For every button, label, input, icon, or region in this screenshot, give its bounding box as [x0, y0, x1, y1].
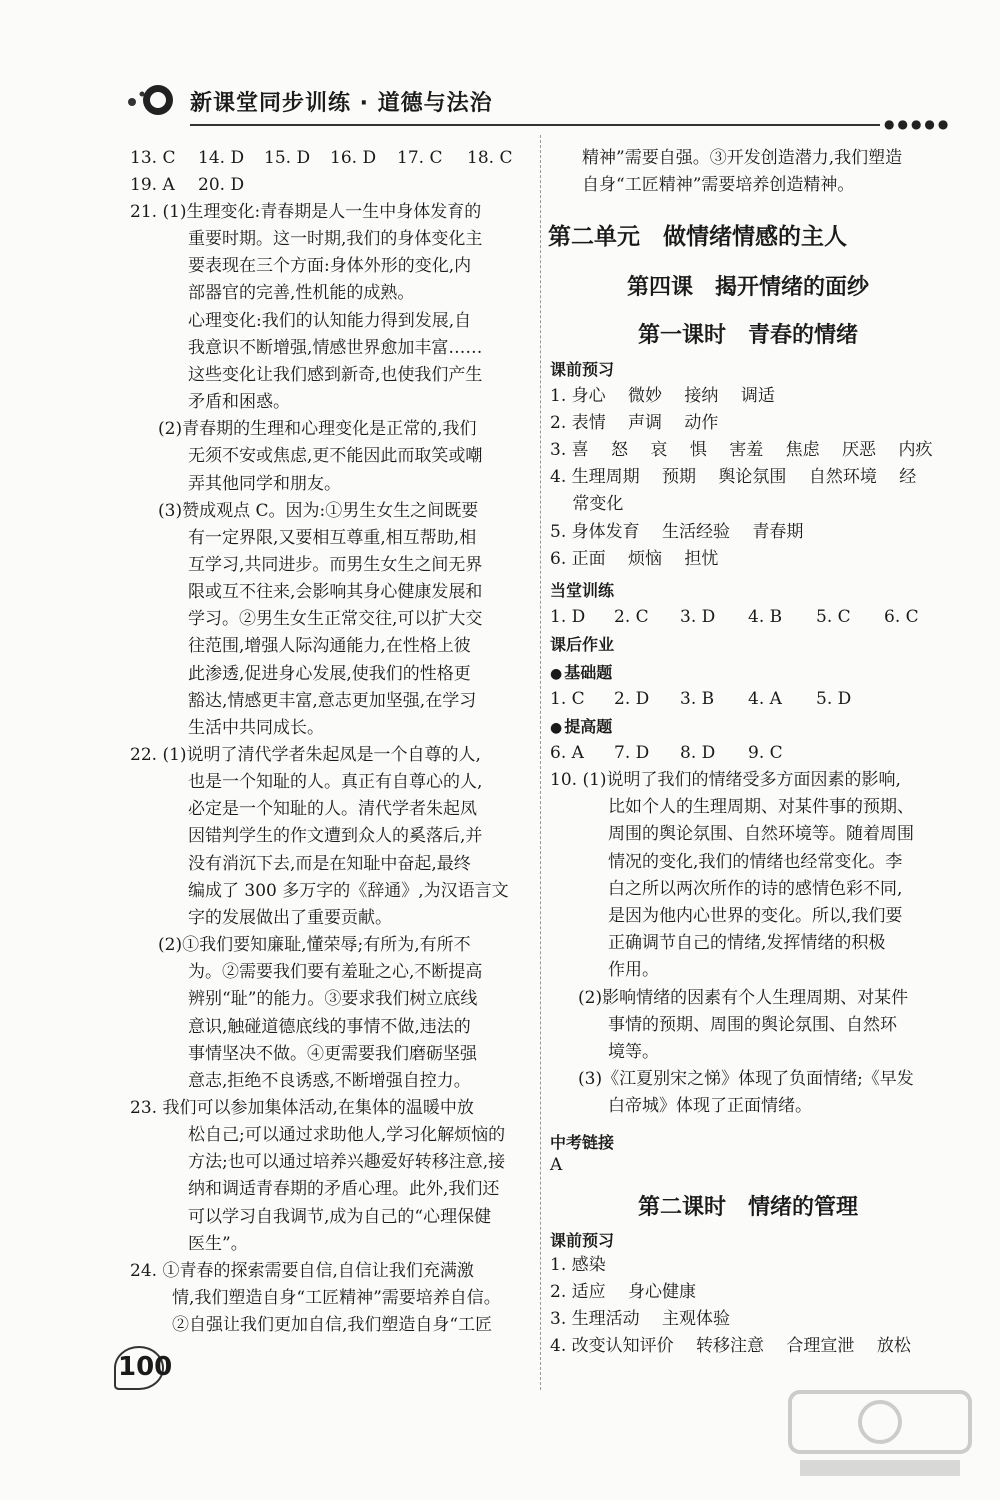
period-title: 第二课时 情绪的管理 — [637, 1195, 858, 1220]
text-line: (2)①我们要知廉耻,懂荣辱;有所为,有所不 — [158, 935, 471, 956]
watermark-logo — [780, 1386, 980, 1486]
answer-item: 7. D — [614, 743, 650, 763]
text-line: 正确调节自己的情绪,发挥情绪的积极 — [608, 933, 886, 954]
text-line: 境等。 — [608, 1042, 659, 1062]
text-line: 心理变化:我们的认知能力得到发展,自 — [188, 310, 472, 331]
answer-item: 5. D — [816, 689, 852, 709]
text-line: (2)青春期的生理和心理变化是正常的,我们 — [158, 419, 477, 440]
book-logo-icon — [120, 80, 182, 120]
list-item: 常变化 — [550, 494, 624, 515]
text-line: ②自强让我们更加自信,我们塑造自身“工匠 — [172, 1315, 493, 1336]
answer-item: 20. D — [198, 175, 245, 195]
section-label: 课前预习 — [550, 1231, 615, 1250]
text-line: 因错判学生的作文遭到众人的奚落后,并 — [188, 826, 483, 847]
answer-item: 6. C — [884, 607, 919, 627]
text-line: 为。②需要我们要有羞耻之心,不断提高 — [188, 962, 483, 983]
column-divider — [540, 135, 541, 1390]
advanced-label: ● 提高题 — [550, 714, 612, 737]
text-line: 松自己;可以通过求助他人,学习化解烦恼的 — [188, 1125, 506, 1146]
text-line: 生活中共同成长。 — [188, 717, 324, 738]
unit-title: 第二单元 做情绪情感的主人 — [548, 224, 847, 250]
answer-item: 15. D — [264, 148, 311, 168]
text-line: 互学习,共同进步。而男生女生之间无界 — [188, 554, 483, 575]
text-line: 重要时期。这一时期,我们的身体变化主 — [188, 229, 483, 250]
period-title: 第一课时 青春的情绪 — [637, 323, 858, 348]
section-label: 中考链接 — [550, 1133, 615, 1152]
text-line: 可以学习自我调节,成为自己的“心理保健 — [188, 1206, 492, 1227]
text-line: 情,我们塑造自身“工匠精神”需要培养自信。 — [172, 1288, 501, 1308]
text-line: 部器官的完善,性机能的成熟。 — [188, 283, 415, 304]
answer-item: 14. D — [198, 148, 245, 168]
list-item: 1. 感染 — [550, 1255, 606, 1275]
answer-item: 3. D — [680, 607, 716, 627]
list-item: 6. 正面 烦恼 担忧 — [550, 548, 719, 569]
text-line: (3)《江夏别宋之悌》体现了负面情绪;《早发 — [578, 1069, 914, 1090]
text-line: 是因为他内心世界的变化。所以,我们要 — [608, 906, 903, 926]
lesson-title: 第四课 揭开情绪的面纱 — [626, 275, 869, 300]
list-item: 1. 身心 微妙 接纳 调适 — [550, 386, 775, 406]
text-line: 这些变化让我们感到新奇,也使我们产生 — [188, 364, 483, 385]
text-line: 有一定界限,又要相互尊重,相互帮助,相 — [188, 527, 477, 548]
answer-item: 4. B — [748, 607, 783, 627]
text-line: 作用。 — [608, 960, 659, 981]
text-line: 事情的预期、周围的舆论氛围、自然环 — [608, 1014, 897, 1035]
header-dots: ●●●●● — [884, 117, 952, 131]
section-label: 课前预习 — [550, 360, 615, 379]
list-item: 4. 改变认知评价 转移注意 合理宣泄 放松 — [550, 1336, 911, 1357]
answer-item: 4. A — [748, 689, 782, 709]
header-divider — [190, 124, 880, 126]
text-line: 自身“工匠精神”需要培养创造精神。 — [582, 175, 855, 195]
text-line: 豁达,情感更丰富,意志更加坚强,在学习 — [188, 690, 477, 711]
basic-label: ● 基础题 — [550, 660, 612, 683]
answer-item: 2. C — [614, 607, 649, 627]
text-line: (3)赞成观点 C。因为:①男生女生之间既要 — [158, 500, 479, 521]
list-item: 2. 表情 声调 动作 — [550, 413, 719, 434]
text-line: 23. 我们可以参加集体活动,在集体的温暖中放 — [130, 1097, 474, 1118]
page-number: 100 — [118, 1352, 173, 1382]
list-item: 3. 生理活动 主观体验 — [550, 1309, 731, 1330]
section-label: 课后作业 — [550, 635, 615, 654]
text-line: 22. (1)说明了清代学者朱起凤是一个自尊的人, — [130, 745, 481, 765]
section-label: 当堂训练 — [550, 581, 615, 600]
text-line: 精神”需要自强。③开发创造潜力,我们塑造 — [582, 148, 903, 168]
text-line: 周围的舆论氛围、自然环境等。随着周围 — [608, 824, 914, 845]
text-line: 往范围,增强人际沟通能力,在性格上彼 — [188, 636, 471, 657]
text-line: 事情坚决不做。④更需要我们磨砺坚强 — [188, 1043, 477, 1064]
text-line: 没有消沉下去,而是在知耻中奋起,最终 — [188, 853, 471, 874]
text-line: 字的发展做出了重要贡献。 — [188, 907, 392, 928]
answer-item: 17. C — [397, 148, 443, 168]
text-line: 白之所以两次所作的诗的感情色彩不同, — [608, 878, 903, 899]
text-line: 编成了 300 多万字的《辞通》,为汉语言文 — [188, 880, 509, 901]
text-line: 比如个人的生理周期、对某件事的预期、 — [608, 797, 914, 818]
list-item: 3. 喜 怒 哀 惧 害羞 焦虑 厌恶 内疚 — [550, 440, 933, 461]
text-line: 必定是一个知耻的人。清代学者朱起凤 — [188, 799, 477, 820]
answer-item: 1. C — [550, 689, 585, 709]
text-line: 我意识不断增强,情感世界愈加丰富…… — [188, 337, 483, 358]
answer-item: 13. C — [130, 148, 176, 168]
text-line: 要表现在三个方面:身体外形的变化,内 — [188, 256, 472, 277]
answer-item: 2. D — [614, 689, 650, 709]
answer-item: 5. C — [816, 607, 851, 627]
list-item: 4. 生理周期 预期 舆论氛围 自然环境 经 — [550, 467, 917, 488]
list-item: 2. 适应 身心健康 — [550, 1282, 697, 1303]
exam-link-answer: A — [550, 1155, 563, 1175]
answer-item: 9. C — [748, 743, 783, 763]
text-line: 24. ①青春的探索需要自信,自信让我们充满激 — [130, 1260, 474, 1281]
list-item: 5. 身体发育 生活经验 青春期 — [550, 521, 804, 542]
text-line: 意识,触碰道德底线的事情不做,违法的 — [188, 1016, 471, 1037]
text-line: 此渗透,促进身心发展,使我们的性格更 — [188, 663, 471, 684]
answer-item: 16. D — [330, 148, 377, 168]
text-line: 限或互不往来,会影响其身心健康发展和 — [188, 582, 483, 603]
answer-item: 3. B — [680, 689, 715, 709]
answer-item: 18. C — [467, 148, 513, 168]
text-line: 方法;也可以通过培养兴趣爱好转移注意,接 — [188, 1152, 506, 1173]
text-line: 矛盾和困惑。 — [188, 392, 290, 413]
answer-item: 19. A — [130, 175, 175, 195]
text-line: 情况的变化,我们的情绪也经常变化。李 — [608, 851, 903, 872]
text-line: 也是一个知耻的人。真正有自尊心的人, — [188, 772, 483, 793]
text-line: 21. (1)生理变化:青春期是人一生中身体发育的 — [130, 202, 482, 222]
text-line: 白帝城》体现了正面情绪。 — [608, 1096, 812, 1117]
text-line: 医生”。 — [188, 1233, 248, 1254]
text-line: 纳和调适青春期的矛盾心理。此外,我们还 — [188, 1179, 500, 1200]
text-line: 辨别“耻”的能力。③要求我们树立底线 — [188, 989, 478, 1010]
text-line: (2)影响情绪的因素有个人生理周期、对某件 — [578, 987, 909, 1008]
header-title: 新课堂同步训练 · 道德与法治 — [190, 91, 493, 116]
answer-item: 8. D — [680, 743, 716, 763]
text-line: 无须不安或焦虑,更不能因此而取笑或嘲 — [188, 446, 483, 467]
text-line: 10. (1)说明了我们的情绪受多方面因素的影响, — [550, 770, 901, 790]
text-line: 意志,拒绝不良诱惑,不断增强自控力。 — [188, 1070, 471, 1091]
answer-item: 6. A — [550, 743, 584, 763]
answer-item: 1. D — [550, 607, 586, 627]
text-line: 弄其他同学和朋友。 — [188, 473, 341, 494]
text-line: 学习。②男生女生正常交往,可以扩大交 — [188, 609, 483, 630]
